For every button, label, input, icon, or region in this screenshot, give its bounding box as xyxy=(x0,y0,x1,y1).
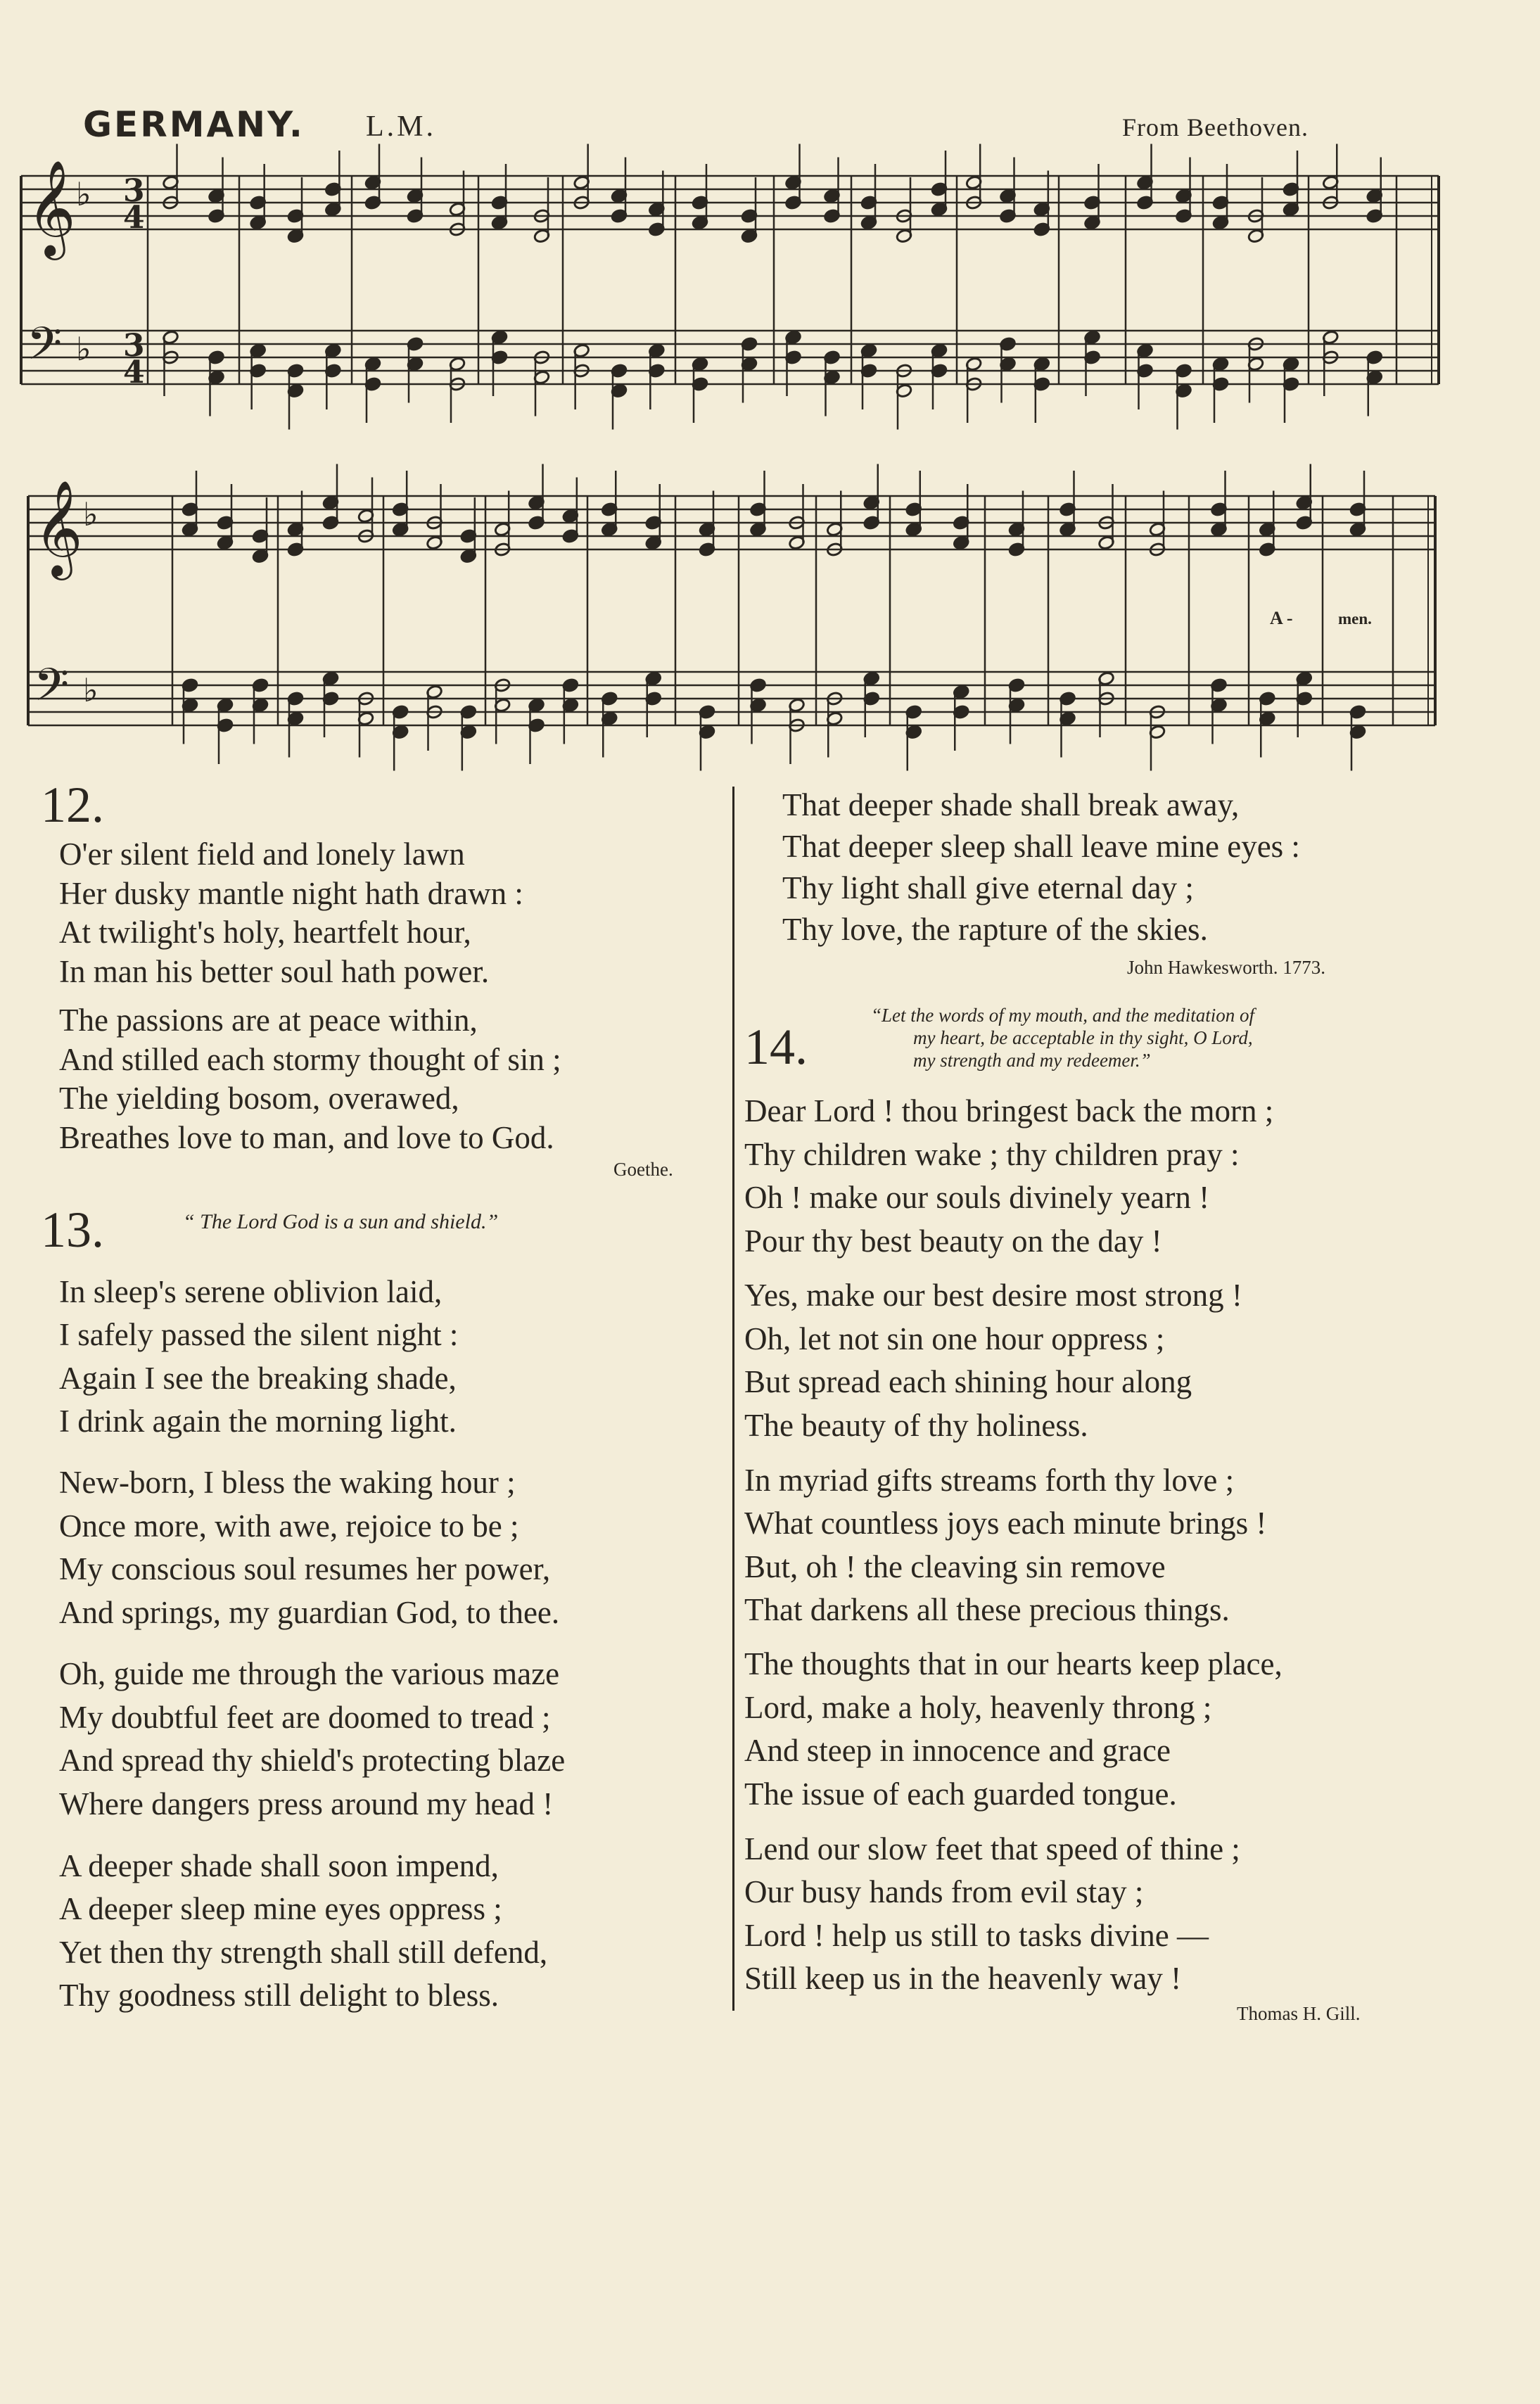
verse-line: My conscious soul resumes her power, xyxy=(59,1551,551,1586)
verse-line: Still keep us in the heavenly way ! xyxy=(744,1961,1182,1996)
flat-icon: ♭ xyxy=(76,329,91,368)
amen-label-a: A - xyxy=(1270,608,1293,628)
verse-line: Lend our slow feet that speed of thine ; xyxy=(744,1831,1240,1866)
verse-line: Lord ! help us still to tasks divine — xyxy=(744,1918,1209,1953)
verse-line: In man his better soul hath power. xyxy=(59,954,490,989)
verse-line: In myriad gifts streams forth thy love ; xyxy=(744,1463,1235,1498)
verse-line: The beauty of thy holiness. xyxy=(744,1408,1088,1443)
flat-icon: ♭ xyxy=(76,174,91,213)
verse-line: Our busy hands from evil stay ; xyxy=(744,1874,1144,1909)
verse-line: Once more, with awe, rejoice to be ; xyxy=(59,1508,519,1544)
verse-line: Yes, make our best desire most strong ! xyxy=(744,1278,1242,1313)
verse-line: That deeper sleep shall leave mine eyes : xyxy=(782,829,1300,864)
flat-icon: ♭ xyxy=(83,495,98,533)
verse-line: In sleep's serene oblivion laid, xyxy=(59,1274,443,1309)
time-signature-denominator: 4 xyxy=(123,355,145,390)
verse-line: New-born, I bless the waking hour ; xyxy=(59,1465,516,1500)
tune-source: From Beethoven. xyxy=(1122,113,1309,141)
verse-line: And steep in innocence and grace xyxy=(744,1733,1171,1768)
verse-line: Thy love, the rapture of the skies. xyxy=(782,912,1208,947)
verse-line: Yet then thy strength shall still defend, xyxy=(59,1935,548,1970)
verse-line: Thy light shall give eternal day ; xyxy=(782,870,1194,905)
verse-line: Where dangers press around my head ! xyxy=(59,1786,554,1821)
verse-line: The issue of each guarded tongue. xyxy=(744,1776,1177,1812)
tune-title: GERMANY. xyxy=(83,104,305,145)
verse-line: A deeper sleep mine eyes oppress ; xyxy=(59,1891,502,1926)
verse-line: And spread thy shield's protecting blaze xyxy=(59,1743,566,1778)
tune-meter: L.M. xyxy=(366,110,436,143)
verse-line: And stilled each stormy thought of sin ; xyxy=(59,1042,561,1077)
music-score xyxy=(0,0,1540,774)
epigraph-line: my strength and my redeemer.” xyxy=(913,1050,1151,1071)
verse-line: But spread each shining hour along xyxy=(744,1364,1192,1399)
verse-line: But, oh ! the cleaving sin remove xyxy=(744,1549,1166,1584)
author-attribution: Thomas H. Gill. xyxy=(1237,2003,1361,2024)
flat-icon: ♭ xyxy=(83,670,98,709)
verse-line: At twilight's holy, heartfelt hour, xyxy=(59,915,471,950)
verse-line: That darkens all these precious things. xyxy=(744,1592,1230,1627)
verse-line: Breathes love to man, and love to God. xyxy=(59,1120,554,1155)
epigraph: “ The Lord God is a sun and shield.” xyxy=(183,1210,499,1233)
verse-line: The yielding bosom, overawed, xyxy=(59,1081,459,1116)
hymn-number: 14. xyxy=(744,1019,808,1075)
epigraph-line: my heart, be acceptable in thy sight, O Lord, xyxy=(913,1027,1253,1048)
amen-label-b: men. xyxy=(1338,610,1372,628)
author-attribution: Goethe. xyxy=(613,1159,673,1180)
verse-line: Pour thy best beauty on the day ! xyxy=(744,1223,1162,1259)
verse-line: Her dusky mantle night hath drawn : xyxy=(59,876,523,911)
verse-line: Again I see the breaking shade, xyxy=(59,1361,457,1396)
verse-line: What countless joys each minute brings ! xyxy=(744,1506,1267,1541)
treble-clef-icon: 𝄞 xyxy=(34,478,83,576)
author-attribution: John Hawkesworth. 1773. xyxy=(1127,957,1325,978)
column-divider xyxy=(732,787,734,2011)
time-signature-denominator: 4 xyxy=(123,200,145,236)
verse-line: My doubtful feet are doomed to tread ; xyxy=(59,1700,551,1735)
verse-line: And springs, my guardian God, to thee. xyxy=(59,1595,560,1630)
verse-line: Oh, guide me through the various maze xyxy=(59,1656,560,1691)
verse-line: I safely passed the silent night : xyxy=(59,1317,459,1352)
verse-line: Oh ! make our souls divinely yearn ! xyxy=(744,1180,1210,1215)
bass-clef-icon: 𝄢 xyxy=(27,318,63,382)
verse-line: Lord, make a holy, heavenly throng ; xyxy=(744,1690,1212,1725)
verse-line: A deeper shade shall soon impend, xyxy=(59,1848,499,1883)
verse-line: That deeper shade shall break away, xyxy=(782,787,1240,822)
verse-line: O'er silent field and lonely lawn xyxy=(59,837,465,872)
hymn-number: 12. xyxy=(41,777,104,833)
verse-line: Thy children wake ; thy children pray : xyxy=(744,1137,1240,1172)
epigraph-line: “Let the words of my mouth, and the meditation of xyxy=(871,1005,1254,1026)
time-signature-numerator: 3 xyxy=(123,328,145,364)
verse-line: I drink again the morning light. xyxy=(59,1404,457,1439)
verse-line: Oh, let not sin one hour oppress ; xyxy=(744,1321,1165,1356)
verse-line: The thoughts that in our hearts keep place, xyxy=(744,1646,1283,1681)
treble-clef-icon: 𝄞 xyxy=(27,158,76,256)
hymn-number: 13. xyxy=(41,1202,104,1258)
verse-line: The passions are at peace within, xyxy=(59,1003,478,1038)
bass-clef-icon: 𝄢 xyxy=(34,659,70,723)
verse-line: Thy goodness still delight to bless. xyxy=(59,1978,499,2013)
verse-line: Dear Lord ! thou bringest back the morn ; xyxy=(744,1093,1274,1128)
time-signature-numerator: 3 xyxy=(123,173,145,209)
